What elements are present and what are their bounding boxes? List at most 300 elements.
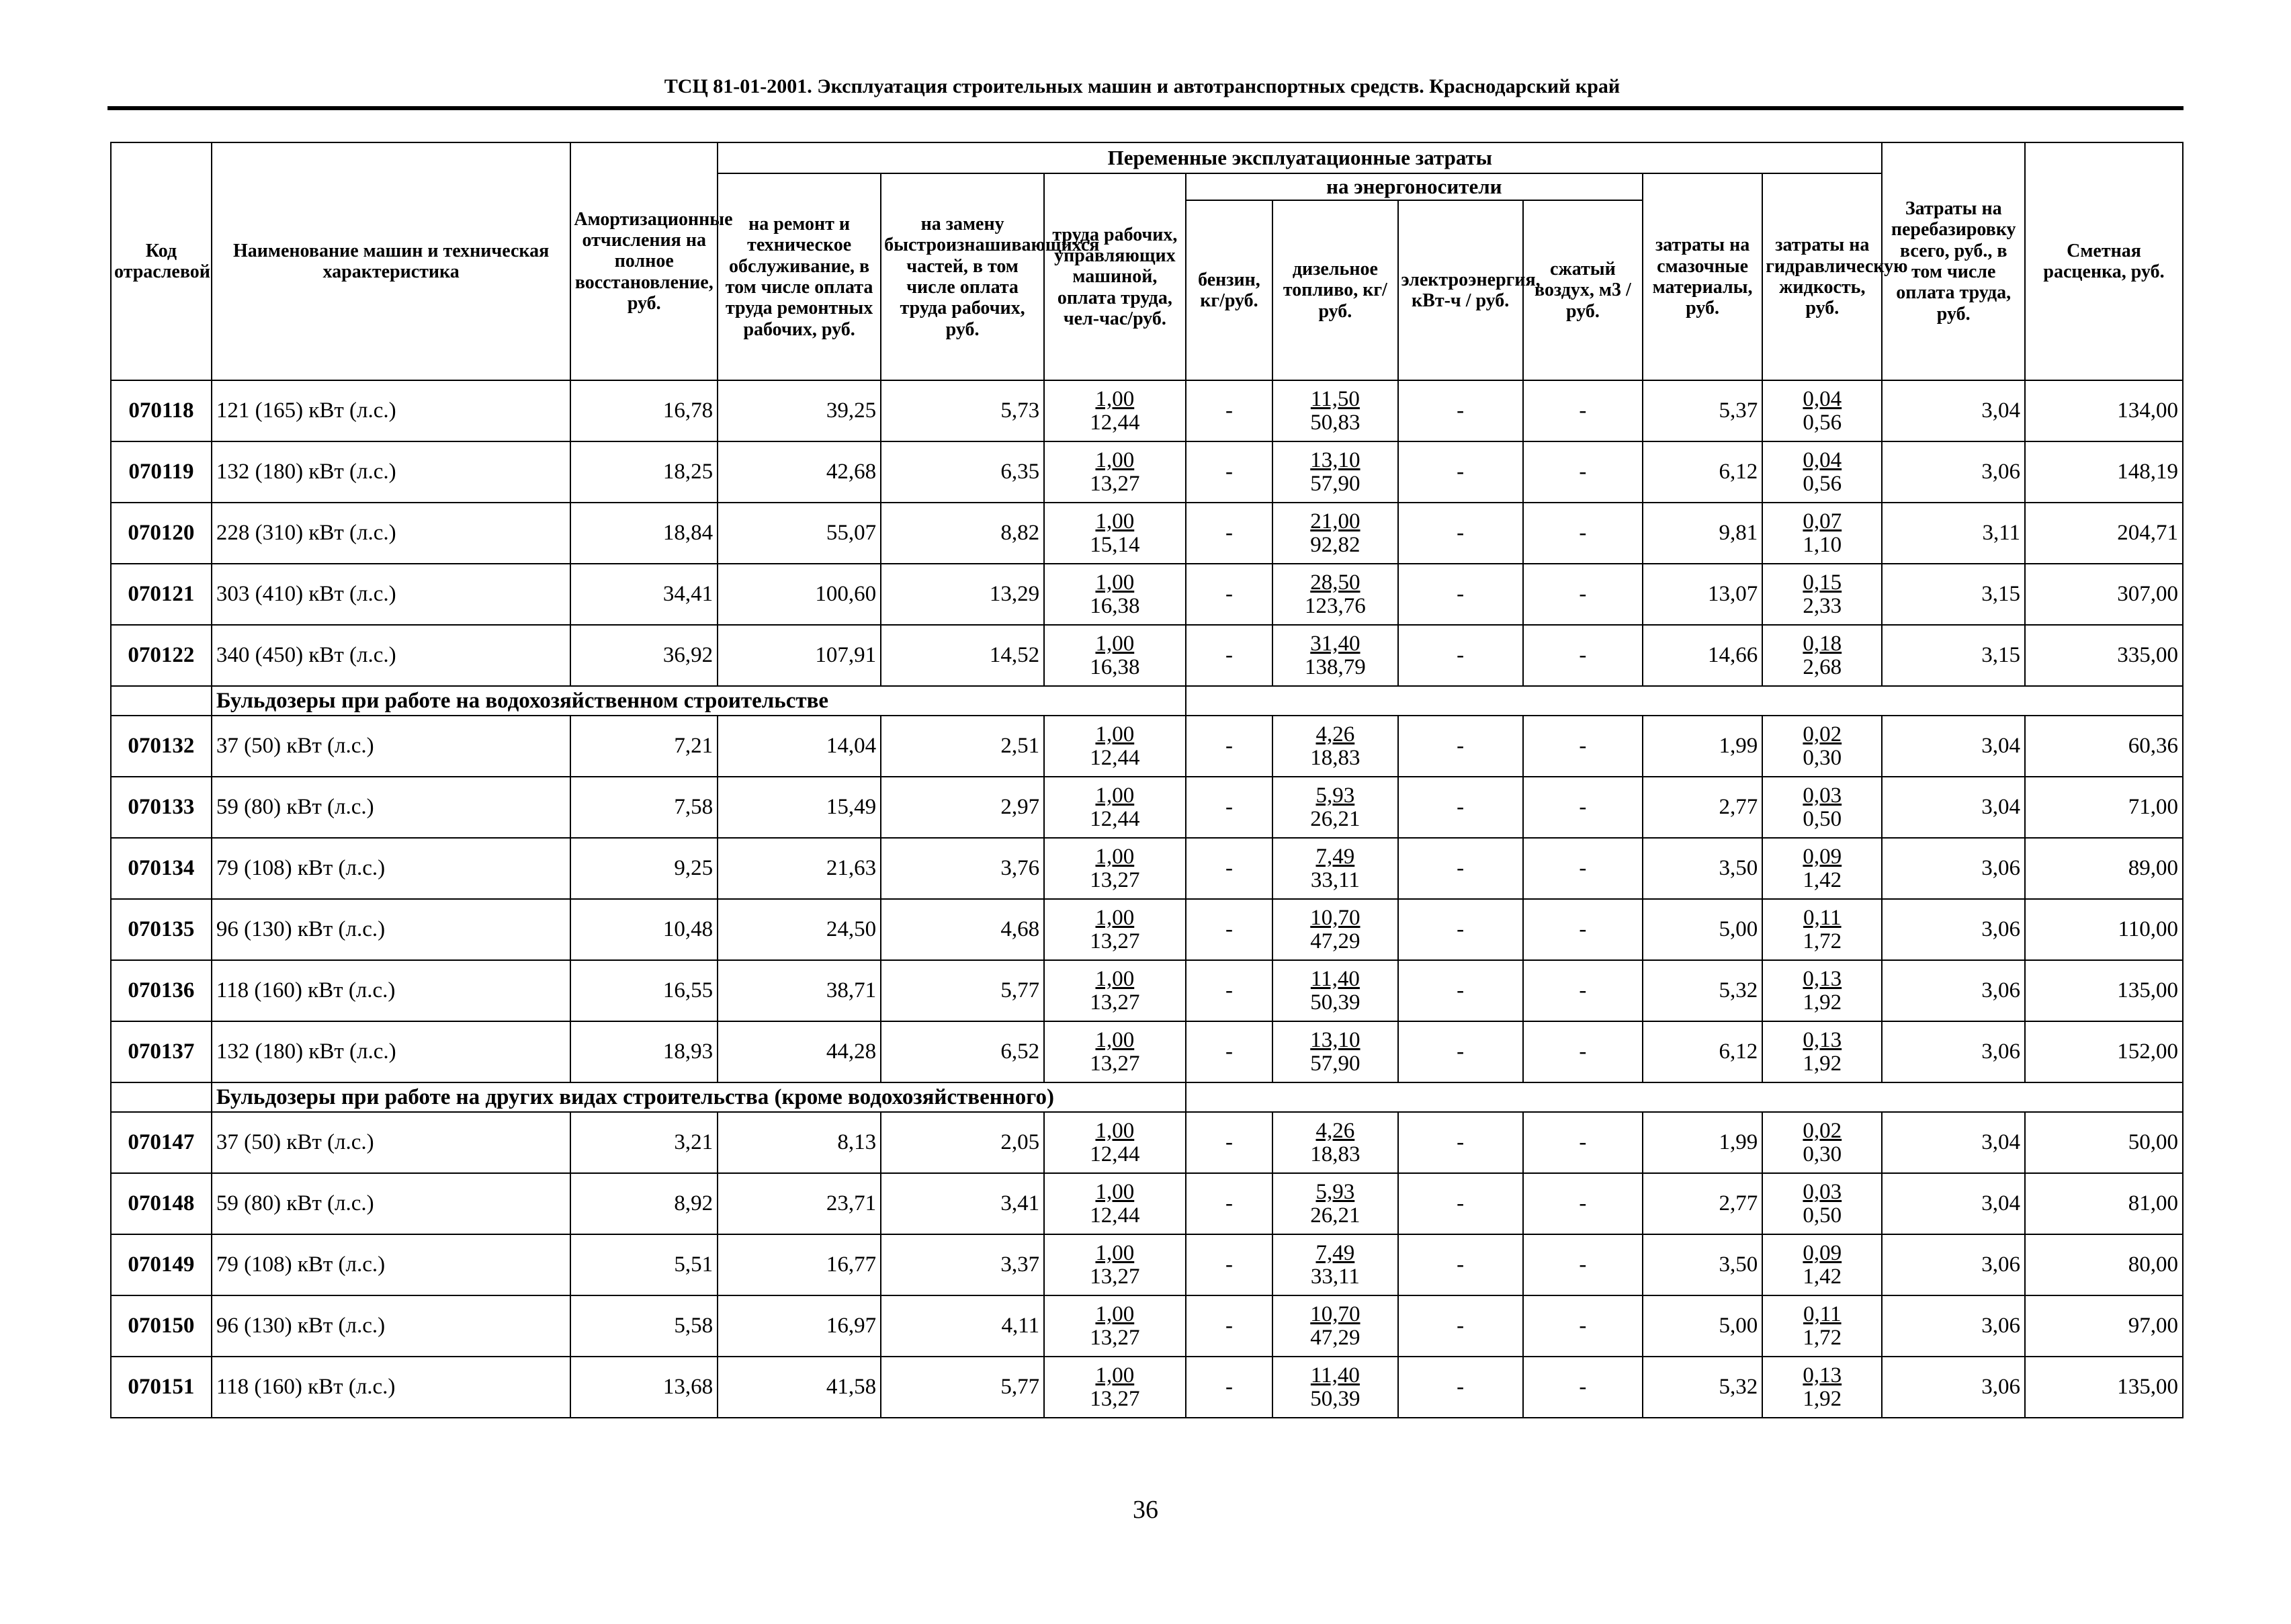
hydraulic-amount: 0,04 xyxy=(1803,386,1842,411)
diesel-cost: 26,21 xyxy=(1310,1203,1360,1228)
diesel-amount: 11,40 xyxy=(1310,966,1360,991)
section-code-cell xyxy=(111,686,212,716)
electric-value: - xyxy=(1398,503,1523,564)
diesel-cell xyxy=(1272,1112,1397,1173)
diesel-cost: 50,39 xyxy=(1310,1386,1360,1411)
petrol-value: - xyxy=(1186,777,1273,838)
air-value: - xyxy=(1523,625,1643,686)
labor-cost: 16,38 xyxy=(1090,654,1140,679)
machine-name: 96 (130) кВт (л.с.) xyxy=(212,899,571,960)
air-value: - xyxy=(1523,441,1643,503)
section-b-row-group xyxy=(111,686,2183,716)
relocation-value: 3,06 xyxy=(1882,899,2025,960)
relocation-value: 3,04 xyxy=(1882,380,2025,441)
replace-parts-value: 3,37 xyxy=(881,1234,1044,1295)
col-diesel-header: дизельное топливо, кг/руб. xyxy=(1272,200,1397,380)
repair-value: 55,07 xyxy=(718,503,881,564)
repair-value: 14,04 xyxy=(718,716,881,777)
labor-cell xyxy=(1044,441,1186,503)
replace-parts-value: 5,77 xyxy=(881,1357,1044,1418)
repair-value: 39,25 xyxy=(718,380,881,441)
amortization-value: 5,51 xyxy=(570,1234,718,1295)
hydraulic-amount: 0,02 xyxy=(1803,722,1842,746)
amortization-value: 18,93 xyxy=(570,1021,718,1082)
diesel-cost: 33,11 xyxy=(1310,1264,1360,1289)
machine-name: 79 (108) кВт (л.с.) xyxy=(212,838,571,899)
lube-value: 3,50 xyxy=(1643,1234,1762,1295)
labor-cost: 12,44 xyxy=(1090,745,1140,770)
diesel-cell xyxy=(1272,564,1397,625)
diesel-cell xyxy=(1272,716,1397,777)
repair-value: 15,49 xyxy=(718,777,881,838)
amortization-value: 18,25 xyxy=(570,441,718,503)
hydraulic-amount: 0,15 xyxy=(1803,570,1842,595)
labor-cost: 13,27 xyxy=(1090,1386,1140,1411)
labor-hours: 1,00 xyxy=(1095,966,1135,991)
machine-code: 070136 xyxy=(111,960,212,1021)
machine-code: 070120 xyxy=(111,503,212,564)
labor-hours: 1,00 xyxy=(1095,631,1135,656)
labor-hours: 1,00 xyxy=(1095,447,1135,472)
relocation-value: 3,15 xyxy=(1882,625,2025,686)
estimate-value: 148,19 xyxy=(2025,441,2183,503)
estimate-value: 135,00 xyxy=(2025,1357,2183,1418)
relocation-value: 3,04 xyxy=(1882,1173,2025,1234)
hydraulic-amount: 0,13 xyxy=(1803,1027,1842,1052)
electric-value: - xyxy=(1398,1234,1523,1295)
machine-code: 070119 xyxy=(111,441,212,503)
labor-hours: 1,00 xyxy=(1095,1118,1135,1143)
hydraulic-cell xyxy=(1762,1173,1882,1234)
diesel-cell xyxy=(1272,1295,1397,1357)
petrol-value: - xyxy=(1186,380,1273,441)
hydraulic-cost: 0,56 xyxy=(1803,410,1842,435)
section-row xyxy=(111,1082,2183,1112)
table-row xyxy=(111,716,2183,777)
hydraulic-cell xyxy=(1762,838,1882,899)
lube-value: 2,77 xyxy=(1643,777,1762,838)
repair-value: 42,68 xyxy=(718,441,881,503)
hydraulic-cell xyxy=(1762,899,1882,960)
lube-value: 5,32 xyxy=(1643,1357,1762,1418)
replace-parts-value: 4,11 xyxy=(881,1295,1044,1357)
relocation-value: 3,04 xyxy=(1882,777,2025,838)
hydraulic-cost: 1,42 xyxy=(1803,1264,1842,1289)
lube-value: 14,66 xyxy=(1643,625,1762,686)
hydraulic-amount: 0,04 xyxy=(1803,447,1842,472)
amortization-value: 34,41 xyxy=(570,564,718,625)
section-row xyxy=(111,686,2183,716)
labor-hours: 1,00 xyxy=(1095,570,1135,595)
labor-hours: 1,00 xyxy=(1095,905,1135,930)
lube-value: 5,00 xyxy=(1643,1295,1762,1357)
table-row xyxy=(111,1234,2183,1295)
page-header: ТСЦ 81-01-2001. Эксплуатация строительных машин и автотранспортных средств. Краснодарский край xyxy=(664,75,1620,97)
electric-value: - xyxy=(1398,441,1523,503)
relocation-value: 3,06 xyxy=(1882,1234,2025,1295)
labor-cell xyxy=(1044,716,1186,777)
hydraulic-cell xyxy=(1762,1295,1882,1357)
estimate-value: 135,00 xyxy=(2025,960,2183,1021)
hydraulic-cost: 1,92 xyxy=(1803,1051,1842,1076)
col-estimate-header: Сметная расценка, руб. xyxy=(2025,142,2183,380)
estimate-value: 134,00 xyxy=(2025,380,2183,441)
diesel-cell xyxy=(1272,441,1397,503)
air-value: - xyxy=(1523,716,1643,777)
labor-hours: 1,00 xyxy=(1095,386,1135,411)
labor-cell xyxy=(1044,1295,1186,1357)
hydraulic-amount: 0,11 xyxy=(1803,1301,1842,1326)
relocation-value: 3,06 xyxy=(1882,1357,2025,1418)
air-value: - xyxy=(1523,1295,1643,1357)
lube-value: 9,81 xyxy=(1643,503,1762,564)
labor-cell xyxy=(1044,564,1186,625)
lube-value: 1,99 xyxy=(1643,716,1762,777)
hydraulic-cost: 1,72 xyxy=(1803,929,1842,953)
machine-code: 070149 xyxy=(111,1234,212,1295)
electric-value: - xyxy=(1398,1021,1523,1082)
hydraulic-cost: 1,10 xyxy=(1803,532,1842,557)
hydraulic-amount: 0,09 xyxy=(1803,1240,1842,1265)
diesel-amount: 5,93 xyxy=(1315,1179,1355,1204)
diesel-cell xyxy=(1272,777,1397,838)
repair-value: 100,60 xyxy=(718,564,881,625)
machine-code: 070150 xyxy=(111,1295,212,1357)
electric-value: - xyxy=(1398,716,1523,777)
replace-parts-value: 3,76 xyxy=(881,838,1044,899)
repair-value: 44,28 xyxy=(718,1021,881,1082)
labor-cell xyxy=(1044,625,1186,686)
estimate-value: 97,00 xyxy=(2025,1295,2183,1357)
repair-value: 23,71 xyxy=(718,1173,881,1234)
machine-name: 118 (160) кВт (л.с.) xyxy=(212,1357,571,1418)
electric-value: - xyxy=(1398,380,1523,441)
lube-value: 5,32 xyxy=(1643,960,1762,1021)
section-fill xyxy=(1186,686,2183,716)
hydraulic-cell xyxy=(1762,1112,1882,1173)
repair-value: 24,50 xyxy=(718,899,881,960)
diesel-amount: 5,93 xyxy=(1315,783,1355,808)
labor-hours: 1,00 xyxy=(1095,844,1135,869)
estimate-value: 307,00 xyxy=(2025,564,2183,625)
repair-value: 8,13 xyxy=(718,1112,881,1173)
diesel-cell xyxy=(1272,380,1397,441)
diesel-cell xyxy=(1272,899,1397,960)
hydraulic-cost: 0,50 xyxy=(1803,806,1842,831)
diesel-cell xyxy=(1272,625,1397,686)
diesel-amount: 13,10 xyxy=(1310,447,1360,472)
labor-hours: 1,00 xyxy=(1095,1240,1135,1265)
diesel-cost: 123,76 xyxy=(1305,593,1366,618)
amortization-value: 9,25 xyxy=(570,838,718,899)
diesel-amount: 4,26 xyxy=(1315,1118,1355,1143)
diesel-amount: 7,49 xyxy=(1315,1240,1355,1265)
diesel-amount: 10,70 xyxy=(1310,905,1360,930)
machine-name: 96 (130) кВт (л.с.) xyxy=(212,1295,571,1357)
hydraulic-cost: 2,33 xyxy=(1803,593,1842,618)
machine-name: 59 (80) кВт (л.с.) xyxy=(212,777,571,838)
diesel-cost: 50,39 xyxy=(1310,990,1360,1015)
petrol-value: - xyxy=(1186,1112,1273,1173)
col-air-header: сжатый воздух, м3 / руб. xyxy=(1523,200,1643,380)
replace-parts-value: 14,52 xyxy=(881,625,1044,686)
machine-code: 070151 xyxy=(111,1357,212,1418)
table-row xyxy=(111,625,2183,686)
table-row xyxy=(111,564,2183,625)
air-value: - xyxy=(1523,1112,1643,1173)
petrol-value: - xyxy=(1186,716,1273,777)
rows-group-a xyxy=(111,380,2183,686)
petrol-value: - xyxy=(1186,441,1273,503)
air-value: - xyxy=(1523,899,1643,960)
diesel-cell xyxy=(1272,503,1397,564)
section-fill xyxy=(1186,1082,2183,1112)
col-repair-header: на ремонт и техническое обслуживание, в том числе оплата труда ремонтных рабочих, руб. xyxy=(718,173,881,380)
labor-hours: 1,00 xyxy=(1095,1301,1135,1326)
estimate-value: 50,00 xyxy=(2025,1112,2183,1173)
lube-value: 3,50 xyxy=(1643,838,1762,899)
replace-parts-value: 6,35 xyxy=(881,441,1044,503)
labor-cost: 13,27 xyxy=(1090,471,1140,496)
hydraulic-cell xyxy=(1762,1357,1882,1418)
estimate-value: 204,71 xyxy=(2025,503,2183,564)
estimate-value: 60,36 xyxy=(2025,716,2183,777)
amortization-value: 7,21 xyxy=(570,716,718,777)
relocation-value: 3,06 xyxy=(1882,960,2025,1021)
diesel-cell xyxy=(1272,1173,1397,1234)
diesel-amount: 11,50 xyxy=(1310,386,1360,411)
repair-value: 41,58 xyxy=(718,1357,881,1418)
petrol-value: - xyxy=(1186,1234,1273,1295)
rows-group-b xyxy=(111,716,2183,1082)
table-row xyxy=(111,1112,2183,1173)
diesel-cost: 47,29 xyxy=(1310,1325,1360,1350)
table-row xyxy=(111,441,2183,503)
petrol-value: - xyxy=(1186,503,1273,564)
replace-parts-value: 2,97 xyxy=(881,777,1044,838)
machine-name: 132 (180) кВт (л.с.) xyxy=(212,441,571,503)
machine-name: 121 (165) кВт (л.с.) xyxy=(212,380,571,441)
air-value: - xyxy=(1523,564,1643,625)
estimate-value: 110,00 xyxy=(2025,899,2183,960)
petrol-value: - xyxy=(1186,899,1273,960)
relocation-value: 3,06 xyxy=(1882,441,2025,503)
labor-cell xyxy=(1044,503,1186,564)
hydraulic-cell xyxy=(1762,1234,1882,1295)
diesel-cost: 50,83 xyxy=(1310,410,1360,435)
hydraulic-cost: 0,56 xyxy=(1803,471,1842,496)
machine-code: 070122 xyxy=(111,625,212,686)
hydraulic-cost: 2,68 xyxy=(1803,654,1842,679)
hydraulic-amount: 0,11 xyxy=(1803,905,1842,930)
hydraulic-cell xyxy=(1762,503,1882,564)
labor-cell xyxy=(1044,380,1186,441)
table-row xyxy=(111,1295,2183,1357)
hydraulic-cost: 0,50 xyxy=(1803,1203,1842,1228)
labor-cost: 13,27 xyxy=(1090,1264,1140,1289)
diesel-cost: 57,90 xyxy=(1310,471,1360,496)
diesel-cost: 57,90 xyxy=(1310,1051,1360,1076)
labor-cost: 13,27 xyxy=(1090,867,1140,892)
hydraulic-amount: 0,03 xyxy=(1803,783,1842,808)
section-title: Бульдозеры при работе на водохозяйственном строительстве xyxy=(212,686,1186,716)
relocation-value: 3,04 xyxy=(1882,1112,2025,1173)
labor-cost: 12,44 xyxy=(1090,806,1140,831)
repair-value: 16,97 xyxy=(718,1295,881,1357)
variable-costs-group-header: Переменные эксплуатационные затраты xyxy=(718,142,1882,173)
electric-value: - xyxy=(1398,899,1523,960)
air-value: - xyxy=(1523,960,1643,1021)
machine-name: 79 (108) кВт (л.с.) xyxy=(212,1234,571,1295)
labor-cell xyxy=(1044,838,1186,899)
table-row xyxy=(111,899,2183,960)
estimate-value: 335,00 xyxy=(2025,625,2183,686)
diesel-cell xyxy=(1272,960,1397,1021)
estimate-value: 81,00 xyxy=(2025,1173,2183,1234)
lube-value: 1,99 xyxy=(1643,1112,1762,1173)
hydraulic-cost: 0,30 xyxy=(1803,1142,1842,1166)
hydraulic-cell xyxy=(1762,777,1882,838)
relocation-value: 3,04 xyxy=(1882,716,2025,777)
diesel-cost: 33,11 xyxy=(1310,867,1360,892)
hydraulic-cell xyxy=(1762,441,1882,503)
diesel-amount: 21,00 xyxy=(1310,509,1360,533)
labor-cost: 13,27 xyxy=(1090,1051,1140,1076)
labor-cell xyxy=(1044,1021,1186,1082)
col-petrol-header: бензин, кг/руб. xyxy=(1186,200,1273,380)
machine-name: 118 (160) кВт (л.с.) xyxy=(212,960,571,1021)
col-lube-header: затраты на смазочные материалы, руб. xyxy=(1643,173,1762,380)
machine-name: 132 (180) кВт (л.с.) xyxy=(212,1021,571,1082)
repair-value: 38,71 xyxy=(718,960,881,1021)
relocation-value: 3,06 xyxy=(1882,1295,2025,1357)
hydraulic-cost: 1,92 xyxy=(1803,990,1842,1015)
table-row xyxy=(111,503,2183,564)
replace-parts-value: 13,29 xyxy=(881,564,1044,625)
hydraulic-cell xyxy=(1762,380,1882,441)
hydraulic-cost: 1,42 xyxy=(1803,867,1842,892)
diesel-cost: 18,83 xyxy=(1310,745,1360,770)
table-row xyxy=(111,777,2183,838)
diesel-amount: 4,26 xyxy=(1315,722,1355,746)
electric-value: - xyxy=(1398,625,1523,686)
machine-code: 070137 xyxy=(111,1021,212,1082)
header-rule xyxy=(107,106,2184,110)
col-amort-header: Амортизационные отчисления на полное восстановление, руб. xyxy=(570,142,718,380)
col-name-header: Наименование машин и техническая характеристика xyxy=(212,142,571,380)
diesel-cell xyxy=(1272,838,1397,899)
hydraulic-amount: 0,13 xyxy=(1803,966,1842,991)
hydraulic-cell xyxy=(1762,625,1882,686)
diesel-amount: 13,10 xyxy=(1310,1027,1360,1052)
replace-parts-value: 5,77 xyxy=(881,960,1044,1021)
electric-value: - xyxy=(1398,564,1523,625)
labor-hours: 1,00 xyxy=(1095,1027,1135,1052)
labor-cost: 15,14 xyxy=(1090,532,1140,557)
lube-value: 2,77 xyxy=(1643,1173,1762,1234)
hydraulic-cell xyxy=(1762,716,1882,777)
replace-parts-value: 4,68 xyxy=(881,899,1044,960)
lube-value: 13,07 xyxy=(1643,564,1762,625)
col-electric-header: электроэнергия, кВт-ч / руб. xyxy=(1398,200,1523,380)
lube-value: 6,12 xyxy=(1643,441,1762,503)
petrol-value: - xyxy=(1186,1357,1273,1418)
machine-name: 340 (450) кВт (л.с.) xyxy=(212,625,571,686)
hydraulic-amount: 0,07 xyxy=(1803,509,1842,533)
table-row xyxy=(111,1357,2183,1418)
petrol-value: - xyxy=(1186,960,1273,1021)
section-code-cell xyxy=(111,1082,212,1112)
table-row xyxy=(111,838,2183,899)
replace-parts-value: 5,73 xyxy=(881,380,1044,441)
repair-value: 16,77 xyxy=(718,1234,881,1295)
col-code-header: Код отраслевой xyxy=(111,142,212,380)
relocation-value: 3,06 xyxy=(1882,838,2025,899)
machine-code: 070118 xyxy=(111,380,212,441)
hydraulic-cell xyxy=(1762,1021,1882,1082)
electric-value: - xyxy=(1398,1173,1523,1234)
replace-parts-value: 6,52 xyxy=(881,1021,1044,1082)
machine-name: 59 (80) кВт (л.с.) xyxy=(212,1173,571,1234)
hydraulic-amount: 0,18 xyxy=(1803,631,1842,656)
amortization-value: 13,68 xyxy=(570,1357,718,1418)
relocation-value: 3,06 xyxy=(1882,1021,2025,1082)
electric-value: - xyxy=(1398,1295,1523,1357)
repair-value: 107,91 xyxy=(718,625,881,686)
electric-value: - xyxy=(1398,1357,1523,1418)
lube-value: 6,12 xyxy=(1643,1021,1762,1082)
labor-hours: 1,00 xyxy=(1095,509,1135,533)
replace-parts-value: 3,41 xyxy=(881,1173,1044,1234)
replace-parts-value: 8,82 xyxy=(881,503,1044,564)
labor-cost: 13,27 xyxy=(1090,990,1140,1015)
petrol-value: - xyxy=(1186,564,1273,625)
machine-name: 37 (50) кВт (л.с.) xyxy=(212,716,571,777)
estimate-value: 152,00 xyxy=(2025,1021,2183,1082)
labor-cost: 12,44 xyxy=(1090,410,1140,435)
air-value: - xyxy=(1523,1021,1643,1082)
amortization-value: 16,78 xyxy=(570,380,718,441)
labor-cell xyxy=(1044,960,1186,1021)
labor-hours: 1,00 xyxy=(1095,1179,1135,1204)
diesel-cell xyxy=(1272,1357,1397,1418)
machine-code: 070135 xyxy=(111,899,212,960)
diesel-amount: 28,50 xyxy=(1310,570,1360,595)
air-value: - xyxy=(1523,1357,1643,1418)
labor-hours: 1,00 xyxy=(1095,783,1135,808)
amortization-value: 5,58 xyxy=(570,1295,718,1357)
section-c-row-group xyxy=(111,1082,2183,1112)
lube-value: 5,00 xyxy=(1643,899,1762,960)
replace-parts-value: 2,05 xyxy=(881,1112,1044,1173)
hydraulic-cost: 0,30 xyxy=(1803,745,1842,770)
machine-code: 070133 xyxy=(111,777,212,838)
petrol-value: - xyxy=(1186,625,1273,686)
petrol-value: - xyxy=(1186,1173,1273,1234)
labor-cell xyxy=(1044,1173,1186,1234)
amortization-value: 18,84 xyxy=(570,503,718,564)
air-value: - xyxy=(1523,777,1643,838)
rows-group-c xyxy=(111,1112,2183,1418)
relocation-value: 3,15 xyxy=(1882,564,2025,625)
lube-value: 5,37 xyxy=(1643,380,1762,441)
repair-value: 21,63 xyxy=(718,838,881,899)
labor-cost: 13,27 xyxy=(1090,929,1140,953)
diesel-cost: 26,21 xyxy=(1310,806,1360,831)
machine-code: 070134 xyxy=(111,838,212,899)
hydraulic-cell xyxy=(1762,564,1882,625)
diesel-cell xyxy=(1272,1021,1397,1082)
